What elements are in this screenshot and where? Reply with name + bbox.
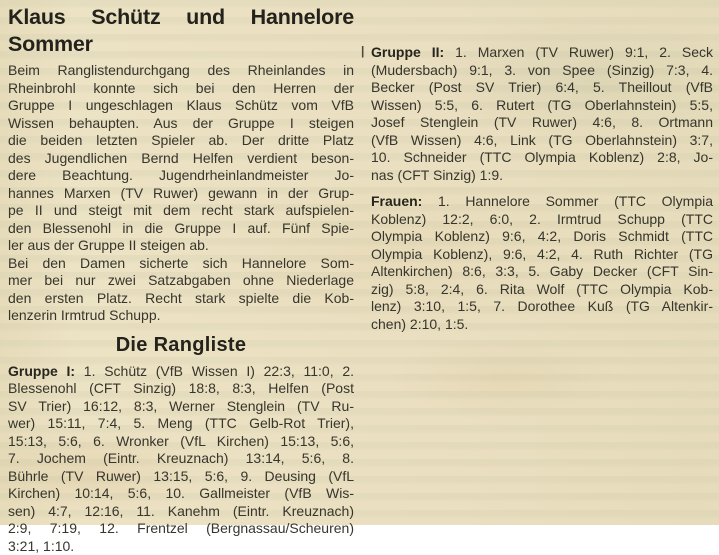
text-line: Blessenohl (CFT Sinzig) 18:8, 8:3, Helfen (Post <box>8 380 354 398</box>
text-line: (Mudersbach) 9:1, 3. von Spee (Sinzig) 7:3, 4. <box>371 62 713 80</box>
text-line: die beiden letzten Spieler ab. Der dritte Platz <box>8 132 354 150</box>
text-line: nas (CFT Sinzig) 1:9. <box>371 167 713 185</box>
text-line: den Blessenohl in die Gruppe I auf. Fünf Spie- <box>8 220 354 238</box>
text-line: Olympia Koblenz), 9:6, 4:2, 4. Ruth Richter (TG <box>371 246 713 264</box>
text-line: Josef Stenglein (TV Ruwer) 4:6, 8. Ortmann <box>371 114 713 132</box>
left-column <box>8 0 354 555</box>
intro-paragraph-1 <box>8 62 354 255</box>
text-line: den ersten Platz. Recht stark spielte die Kob- <box>8 290 354 308</box>
text-line: zig) 5:8, 2:4, 6. Rita Wolf (TTC Olympia Kob- <box>371 281 713 299</box>
text-line: wer) 15:11, 7:4, 5. Meng (TTC Gelb-Rot Trier), <box>8 415 354 433</box>
text-line: Bei den Damen sicherte sich Hannelore Som- <box>8 255 354 273</box>
article-title: Klaus Schütz und Hannelore Sommer <box>8 0 354 58</box>
text-line: Wissen) 5:5, 6. Rutert (TG Oberlahnstein) 5:5, <box>371 97 713 115</box>
ranking-frauen <box>371 193 713 333</box>
text-line: Becker (Post SV Trier) 6:4, 5. Theillout (VfB <box>371 79 713 97</box>
text-line: 10. Schneider (TTC Olympia Koblenz) 2:8, Jo- <box>371 149 713 167</box>
text-line: 3:21, 1:10. <box>8 538 354 555</box>
text-line: Bührle (TV Ruwer) 13:15, 5:6, 9. Deusing (VfL <box>8 468 354 486</box>
text-line: Gruppe II: 1. Marxen (TV Ruwer) 9:1, 2. Seck <box>371 44 713 62</box>
text-line: Frauen: 1. Hannelore Sommer (TTC Olympia <box>371 193 713 211</box>
right-column <box>371 44 713 333</box>
ranking-gruppe-1 <box>8 363 354 555</box>
text-line: des Jugendlichen Bernd Helfen verdient beson- <box>8 150 354 168</box>
text-line: mer bei nur zwei Satzabgaben ohne Niederlage <box>8 272 354 290</box>
intro-paragraph-2 <box>8 255 354 325</box>
text-line: ler aus der Gruppe II steigen ab. <box>8 237 354 255</box>
text-line: dere Beachtung. Jugendrheinlandmeister Jo- <box>8 167 354 185</box>
text-line: 15:13, 5:6, 6. Wronker (VfL Kirchen) 15:13, 5:6, <box>8 433 354 451</box>
text-line: chen) 2:10, 1:5. <box>371 316 713 334</box>
text-line: Kirchen) 10:14, 5:6, 10. Gallmeister (VfB Wis- <box>8 485 354 503</box>
text-line: lenzerin Irmtrud Schupp. <box>8 307 354 325</box>
text-line: lenz) 3:10, 1:5, 7. Dorothee Kuß (TG Altenkir- <box>371 298 713 316</box>
text-line: Altenkirchen) 8:6, 3:3, 5. Gaby Decker (CFT Sin- <box>371 263 713 281</box>
text-line: 2:9, 7:19, 12. Frentzel (Bergnassau/Scheuren) <box>8 520 354 538</box>
text-line: Rheinbrohl konnte sich bei den Herren der <box>8 80 354 98</box>
text-line: hannes Marxen (TV Ruwer) gewann in der Grup- <box>8 185 354 203</box>
text-line: 7. Jochem (Eintr. Kreuznach) 13:14, 5:6, 8. <box>8 450 354 468</box>
text-line: Wissen behaupten. Aus der Gruppe I steigen <box>8 115 354 133</box>
ranking-gruppe-2 <box>371 44 713 184</box>
text-line: pe II und steigt mit dem recht stark aufspielen- <box>8 202 354 220</box>
text-line: sen) 4:7, 12:16, 11. Kanehm (Eintr. Kreuznach) <box>8 503 354 521</box>
text-line: Koblenz) 12:2, 6:0, 2. Irmtrud Schupp (TTC <box>371 211 713 229</box>
text-line: Olympia Koblenz) 9:6, 4:2, Doris Schmidt (TTC <box>371 228 713 246</box>
text-line: SV Trier) 16:12, 8:3, Werner Stenglein (TV Ru- <box>8 398 354 416</box>
text-line: Beim Ranglistendurchgang des Rheinlandes in <box>8 62 354 80</box>
rangliste-heading: Die Rangliste <box>8 333 354 357</box>
text-line: (VfB Wissen) 4:6, Link (TG Oberlahnstein) 3:7, <box>371 132 713 150</box>
text-line: Gruppe I: 1. Schütz (VfB Wissen I) 22:3, 11:0, 2. <box>8 363 354 381</box>
text-line: Gruppe I ungeschlagen Klaus Schütz vom VfB <box>8 97 354 115</box>
column-separator-mark: | <box>361 45 364 57</box>
